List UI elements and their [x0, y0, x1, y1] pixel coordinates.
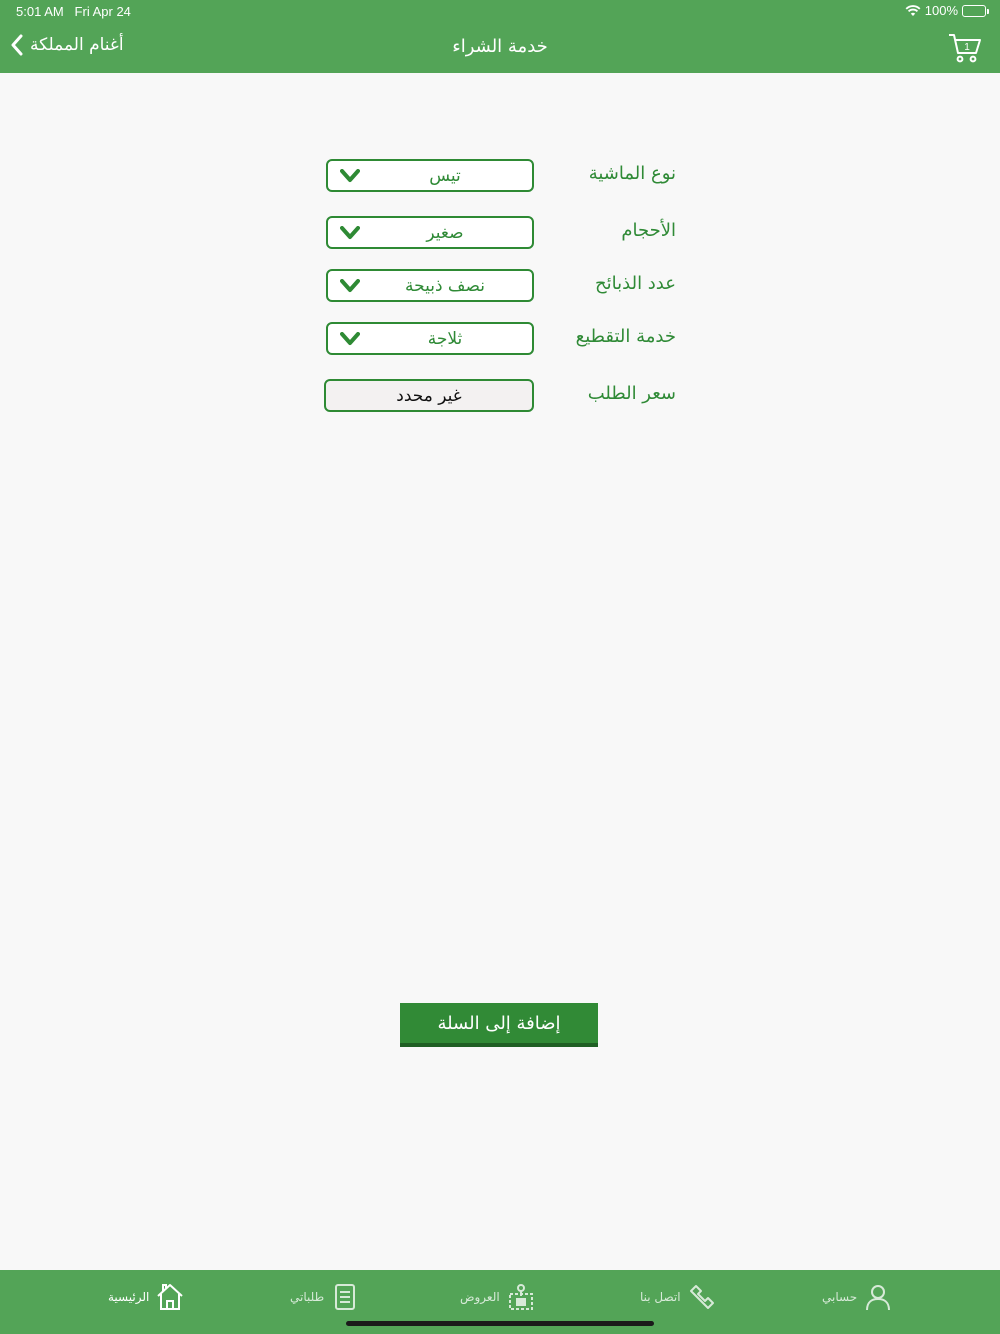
size-value: صغير: [426, 223, 464, 243]
size-row: [0, 216, 1000, 252]
order-price-label: سعر الطلب: [587, 383, 676, 404]
home-icon: [155, 1282, 185, 1312]
livestock-type-value: تيس: [429, 166, 461, 186]
chevron-down-icon: [340, 226, 360, 240]
cart-count: 1: [964, 42, 970, 53]
livestock-type-row: [0, 159, 1000, 195]
cutting-service-value: ثلاجة: [427, 329, 463, 349]
carcass-count-value: نصف ذبيحة: [405, 276, 485, 296]
size-label: الأحجام: [621, 220, 676, 241]
tab-account-label: حسابي: [822, 1290, 858, 1304]
tab-contact-label: اتصل بنا: [640, 1290, 681, 1304]
cutting-service-row: [0, 322, 1000, 358]
chevron-down-icon: [340, 332, 360, 346]
size-select[interactable]: [326, 216, 534, 249]
tab-home-label: الرئيسية: [108, 1290, 150, 1304]
status-date: Fri Apr 24: [74, 4, 131, 19]
account-icon: [863, 1282, 893, 1312]
order-price-field: [324, 379, 534, 412]
tab-orders-label: طلباتي: [290, 1290, 325, 1304]
wifi-icon: [905, 5, 921, 17]
livestock-type-select[interactable]: [326, 159, 534, 192]
status-time: 5:01 AM Fri Apr 24: [16, 4, 131, 19]
cart-icon[interactable]: [948, 32, 982, 66]
livestock-type-label: نوع الماشية: [588, 163, 676, 184]
back-label: أغنام المملكة: [30, 35, 124, 55]
tab-contact[interactable]: [640, 1280, 717, 1314]
tab-offers-label: العروض: [460, 1290, 500, 1304]
tab-offers[interactable]: [460, 1280, 536, 1314]
order-price-value: غير محدد: [396, 386, 462, 406]
status-indicators: [905, 3, 986, 18]
carcass-count-row: [0, 269, 1000, 305]
battery-icon: [962, 5, 986, 17]
tab-orders[interactable]: [290, 1280, 360, 1314]
cutting-service-label: خدمة التقطيع: [575, 326, 676, 347]
order-price-row: [0, 379, 1000, 415]
offers-icon: [506, 1282, 536, 1312]
page-title: خدمة الشراء: [452, 36, 548, 57]
tab-home[interactable]: [108, 1280, 185, 1314]
chevron-down-icon: [340, 169, 360, 183]
tab-account[interactable]: [822, 1280, 893, 1314]
cutting-service-select[interactable]: [326, 322, 534, 355]
carcass-count-label: عدد الذبائح: [595, 273, 676, 294]
chevron-down-icon: [340, 279, 360, 293]
home-indicator: [346, 1321, 654, 1326]
carcass-count-select[interactable]: [326, 269, 534, 302]
orders-icon: [330, 1282, 360, 1312]
add-to-cart-button[interactable]: إضافة إلى السلة: [400, 1003, 598, 1047]
battery-percent: 100%: [924, 3, 958, 18]
phone-icon: [687, 1282, 717, 1312]
nav-bar: [0, 0, 1000, 73]
